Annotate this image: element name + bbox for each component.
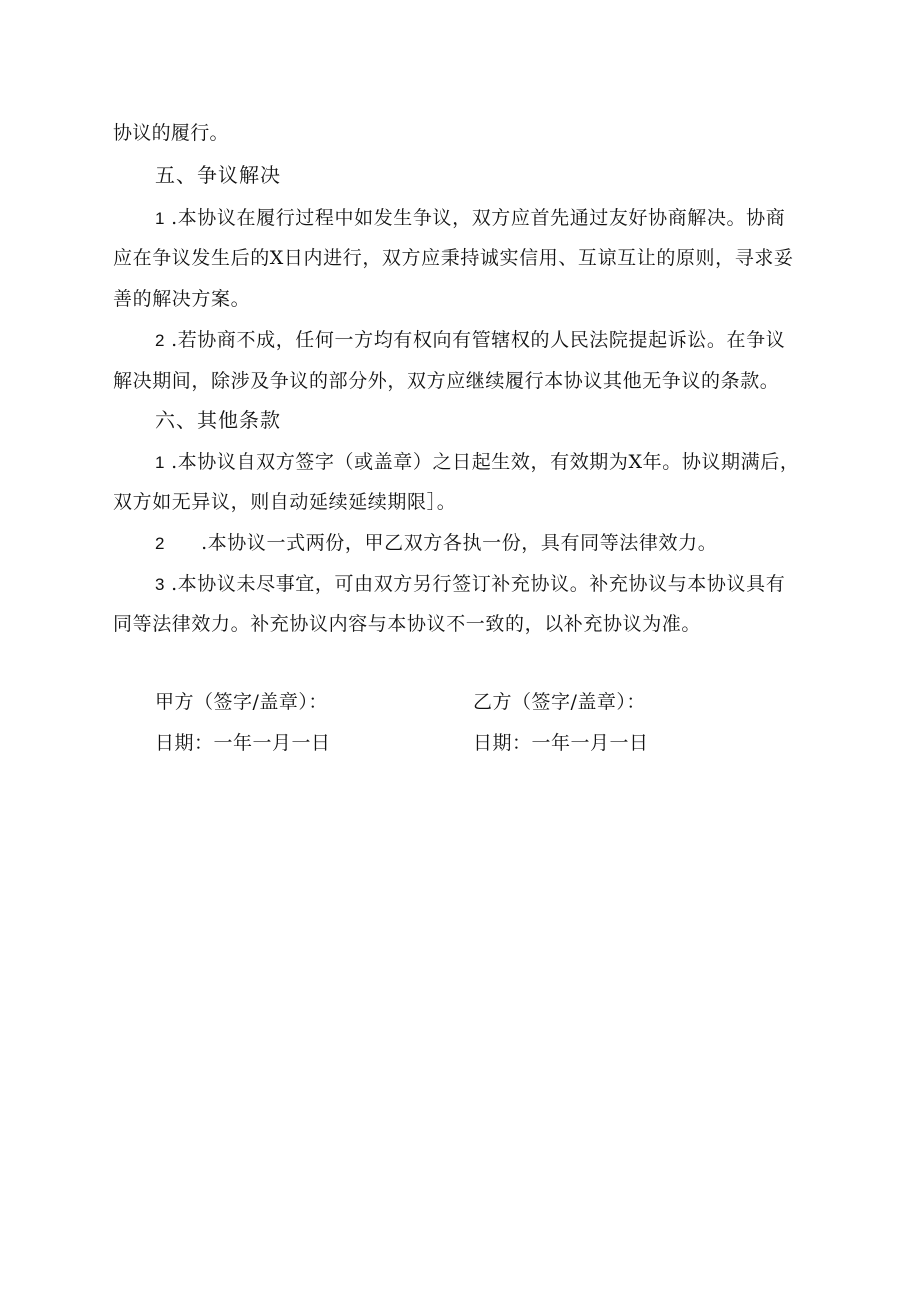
text: .本协议未尽事宜，可由双方另行签订补充协议。补充协议与本协议具有 (171, 573, 786, 595)
text: 解决期间，除涉及争议的部分外，双方应继续履行本协议其他无争议的条款。 (113, 370, 780, 392)
text: 应在争议发生后的X日内进行，双方应秉持诚实信用、互谅互让的原则，寻求妥 (113, 247, 794, 269)
item-number: 3 (155, 575, 166, 594)
text: .本协议自双方签字（或盖章）之日起生效，有效期为X年。协议期满后， (171, 451, 800, 473)
s5-item2-line1 (155, 328, 785, 353)
section-five-heading (155, 163, 281, 187)
item-number: 2 (155, 534, 166, 553)
text: 甲方（签字/盖章）： (155, 691, 328, 713)
text: 日期：一年一月一日 (473, 732, 649, 754)
s5-item1-line3 (113, 287, 250, 311)
party-b-date-label (473, 731, 649, 755)
party-a-signature-label (155, 690, 328, 714)
s6-item2-line1 (155, 531, 717, 556)
s6-item3-line1 (155, 572, 785, 597)
text: 善的解决方案。 (113, 288, 251, 310)
s6-item1-line2 (113, 490, 456, 514)
party-b-signature-label (473, 690, 646, 714)
section-six-heading (155, 408, 281, 432)
item-number: 1 (155, 453, 166, 472)
item-number: 1 (155, 209, 166, 228)
text: 日期：一年一月一日 (155, 732, 331, 754)
text: .若协商不成，任何一方均有权向有管辖权的人民法院提起诉讼。在争议 (171, 329, 786, 351)
text: .本协议一式两份，甲乙双方各执一份，具有同等法律效力。 (201, 532, 718, 554)
item-number: 2 (155, 331, 166, 350)
text: 乙方（签字/盖章）： (473, 691, 646, 713)
s6-item1-line1 (155, 450, 799, 475)
s5-item1-line2 (113, 246, 794, 270)
text: 协议的履行。 (113, 122, 229, 144)
s6-item3-line2 (113, 612, 701, 636)
continued-text-line (113, 121, 229, 145)
text: 双方如无异议，则自动延续延续期限］。 (113, 491, 457, 513)
text: 同等法律效力。补充协议内容与本协议不一致的，以补充协议为准。 (113, 613, 702, 635)
s5-item2-line2 (113, 369, 779, 393)
s5-item1-line1 (155, 206, 785, 231)
heading-text: 五、争议解决 (155, 163, 281, 187)
party-a-date-label (155, 731, 331, 755)
heading-text: 六、其他条款 (155, 408, 281, 432)
text: .本协议在履行过程中如发生争议，双方应首先通过友好协商解决。协商 (171, 207, 786, 229)
